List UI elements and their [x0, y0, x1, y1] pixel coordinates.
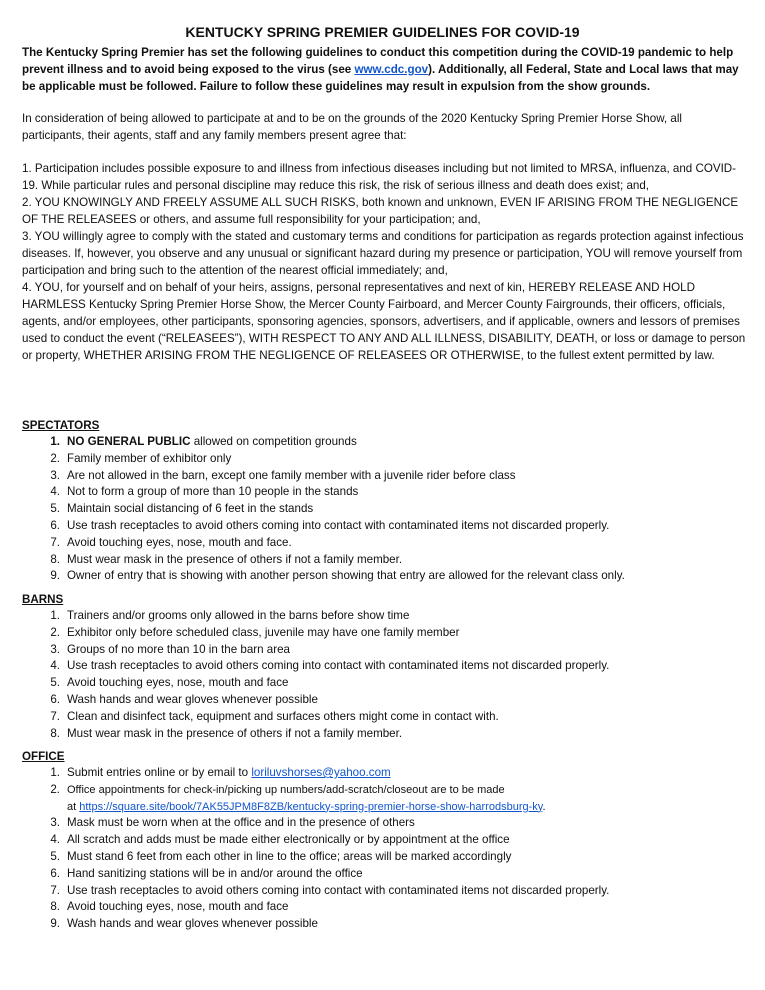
list-item-text: Use trash receptacles to avoid others coming into contact with contaminated items not discarded properly. — [67, 659, 610, 673]
barns-list — [22, 608, 747, 742]
list-item: 6. Wash hands and wear gloves whenever possible — [50, 692, 318, 706]
list-item-text: Are not allowed in the barn, except one family member with a juvenile rider before class — [67, 468, 516, 482]
list-item-text: Mask must be worn when at the office and in the presence of others — [67, 816, 415, 830]
office-list — [22, 765, 747, 933]
spectators-list — [22, 434, 747, 585]
list-item: 7. Avoid touching eyes, nose, mouth and face. — [50, 535, 292, 549]
list-item: 1. Submit entries online or by email to loriluvshorses@yahoo.com — [50, 766, 391, 779]
list-item-text: Use trash receptacles to avoid others coming into contact with contaminated items not discarded properly. — [67, 883, 610, 897]
list-item: 5. Avoid touching eyes, nose, mouth and face — [50, 676, 289, 690]
list-item-text: Owner of entry that is showing with another person showing that entry are allowed for the relevant class only. — [67, 569, 625, 583]
list-item: 1. NO GENERAL PUBLIC allowed on competition grounds — [50, 435, 357, 448]
list-item-text: Office appointments for check-in/picking up numbers/add-scratch/closeout are to be made — [67, 783, 505, 796]
clause-3: 3. YOU willingly agree to comply with the stated and customary terms and conditions for participation as regards protection against infectious diseases. If, however, you observe and any unusual or significant hazard during my presence or participation, YOU will remove yourself from participation and bring such to the attention of the nearest official immediately; and, — [22, 230, 744, 277]
list-item: 3. Are not allowed in the barn, except one family member with a juvenile rider before class — [50, 468, 516, 482]
consent-paragraph: In consideration of being allowed to participate at and to be on the grounds of the 2020 Kentucky Spring Premier Horse Show, all participants, their agents, staff and any family members present agree that: — [22, 112, 682, 142]
list-item-text: Trainers and/or grooms only allowed in the barns before show time — [67, 609, 410, 622]
list-item: 6. Hand sanitizing stations will be in and/or around the office — [50, 866, 363, 880]
list-item-text: Exhibitor only before scheduled class, juvenile may have one family member — [67, 625, 460, 639]
list-item: 5. Maintain social distancing of 6 feet in the stands — [50, 502, 314, 516]
spectators-section — [22, 417, 747, 585]
list-item: 5. Must stand 6 feet from each other in line to the office; areas will be marked accordingly — [50, 849, 512, 863]
list-item-text: Maintain social distancing of 6 feet in the stands — [67, 502, 314, 516]
intro-text-before: The Kentucky Spring Premier has set the following guidelines to conduct this competition during the COVID-19 pandemic to help prevent illness and to avoid being exposed to the virus (see — [22, 46, 734, 76]
list-item-text: Must stand 6 feet from each other in line to the office; areas will be marked accordingly — [67, 849, 512, 863]
office-heading: OFFICE — [22, 750, 65, 763]
page-title: KENTUCKY SPRING PREMIER GUIDELINES FOR COVID-19 — [185, 24, 580, 40]
list-item: 7. Use trash receptacles to avoid others coming into contact with contaminated items not discarded properly. — [50, 883, 610, 897]
list-item-text: Not to form a group of more than 10 people in the stands — [67, 485, 359, 499]
list-item: 7. Clean and disinfect tack, equipment and surfaces others might come in contact with. — [50, 709, 499, 723]
list-item-text: Submit entries online or by email to — [67, 766, 252, 779]
list-item-text: Wash hands and wear gloves whenever possible — [67, 692, 318, 706]
cdc-link[interactable]: www.cdc.gov — [354, 63, 429, 76]
list-item-text: Avoid touching eyes, nose, mouth and face — [67, 900, 289, 914]
no-public-bold: NO GENERAL PUBLIC — [67, 435, 191, 448]
list-item-text: Groups of no more than 10 in the barn area — [67, 642, 290, 656]
clause-4: 4. YOU, for yourself and on behalf of your heirs, assigns, personal representatives and next of kin, HEREBY RELEASE AND HOLD HARMLESS Kentucky Spring Premier Horse Show, the Mercer County Fairboard, and Mercer County Fairgrounds, their officers, officials, agents, and/or employees, other participants, sponsoring agencies, sponsors, advertisers, and if applicable, owners and lessors of premises used to conduct the event (“RELEASEES”), WITH RESPECT TO ANY AND ALL ILLNESS, DISABILITY, DEATH, or loss or damage to person or property, WHETHER ARISING FROM THE NEGLIGENCE OF RELEASEES OR OTHERWISE, to the fullest extent permitted by law. — [22, 281, 746, 362]
list-item: 4. Not to form a group of more than 10 people in the stands — [50, 485, 359, 499]
list-item: 8. Must wear mask in the presence of others if not a family member. — [50, 726, 403, 740]
spectators-heading: SPECTATORS — [22, 419, 100, 432]
list-item-continuation — [22, 799, 747, 816]
list-item-text: Hand sanitizing stations will be in and/or around the office — [67, 866, 363, 880]
list-item: 3. Mask must be worn when at the office and in the presence of others — [50, 816, 415, 830]
list-item: 8. Avoid touching eyes, nose, mouth and face — [50, 900, 289, 914]
list-item-text: Use trash receptacles to avoid others coming into contact with contaminated items not discarded properly. — [67, 518, 610, 532]
list-item: 9. Owner of entry that is showing with another person showing that entry are allowed for the relevant class only. — [50, 569, 625, 583]
clause-1: 1. Participation includes possible exposure to and illness from infectious diseases including but not limited to MRSA, influenza, and COVID-19. While particular rules and personal discipline may reduce this risk, the risk of serious illness and death does exist; and, — [22, 162, 737, 192]
list-item-text: Must wear mask in the presence of others if not a family member. — [67, 552, 403, 566]
intro-paragraph — [22, 44, 747, 95]
list-item: 3. Groups of no more than 10 in the barn area — [50, 642, 290, 656]
list-item: 1. Trainers and/or grooms only allowed in the barns before show time — [50, 609, 410, 622]
clause-2: 2. YOU KNOWINGLY AND FREELY ASSUME ALL SUCH RISKS, both known and unknown, EVEN IF ARISING FROM THE NEGLIGENCE OF THE RELEASEES or others, and assume full responsibility for your participation; and, — [22, 196, 739, 226]
list-item-text: Avoid touching eyes, nose, mouth and face — [67, 676, 289, 690]
email-link[interactable]: loriluvshorses@yahoo.com — [251, 766, 391, 779]
list-item-text: Clean and disinfect tack, equipment and surfaces others might come in contact with. — [67, 709, 499, 723]
list-item-text: Avoid touching eyes, nose, mouth and face. — [67, 535, 292, 549]
list-item: 9. Wash hands and wear gloves whenever possible — [50, 917, 318, 931]
intro-text-after: ). Additionally, all Federal, State and Local laws that may be applicable must be followed. Failure to follow these guidelines may result in expulsion from the show grounds. — [22, 63, 739, 93]
list-item: 2. Exhibitor only before scheduled class, juvenile may have one family member — [50, 625, 460, 639]
list-item: 2. Office appointments for check-in/picking up numbers/add-scratch/closeout are to be made — [50, 782, 505, 796]
list-item-text: Family member of exhibitor only — [67, 451, 232, 465]
list-item: 6. Use trash receptacles to avoid others coming into contact with contaminated items not discarded properly. — [50, 518, 610, 532]
office-section — [22, 748, 747, 933]
release-clauses — [22, 160, 747, 364]
booking-link[interactable]: https://square.site/book/7AK55JPM8F8ZB/kentucky-spring-premier-horse-show-harrodsburg-ky — [79, 800, 543, 813]
list-item-text: Must wear mask in the presence of others if not a family member. — [67, 726, 403, 740]
barns-section — [22, 591, 747, 742]
list-item-text: Wash hands and wear gloves whenever possible — [67, 917, 318, 931]
list-item: 2. Family member of exhibitor only — [50, 451, 232, 465]
list-item-text: allowed on competition grounds — [190, 435, 357, 448]
list-item: 4. Use trash receptacles to avoid others coming into contact with contaminated items not discarded properly. — [50, 659, 610, 673]
list-item-text: at — [67, 800, 80, 813]
list-item: 4. All scratch and adds must be made either electronically or by appointment at the office — [50, 833, 510, 847]
barns-heading: BARNS — [22, 593, 64, 606]
list-item-text: . — [542, 800, 546, 813]
list-item-text: All scratch and adds must be made either electronically or by appointment at the office — [67, 833, 510, 847]
list-item: 8. Must wear mask in the presence of others if not a family member. — [50, 552, 403, 566]
